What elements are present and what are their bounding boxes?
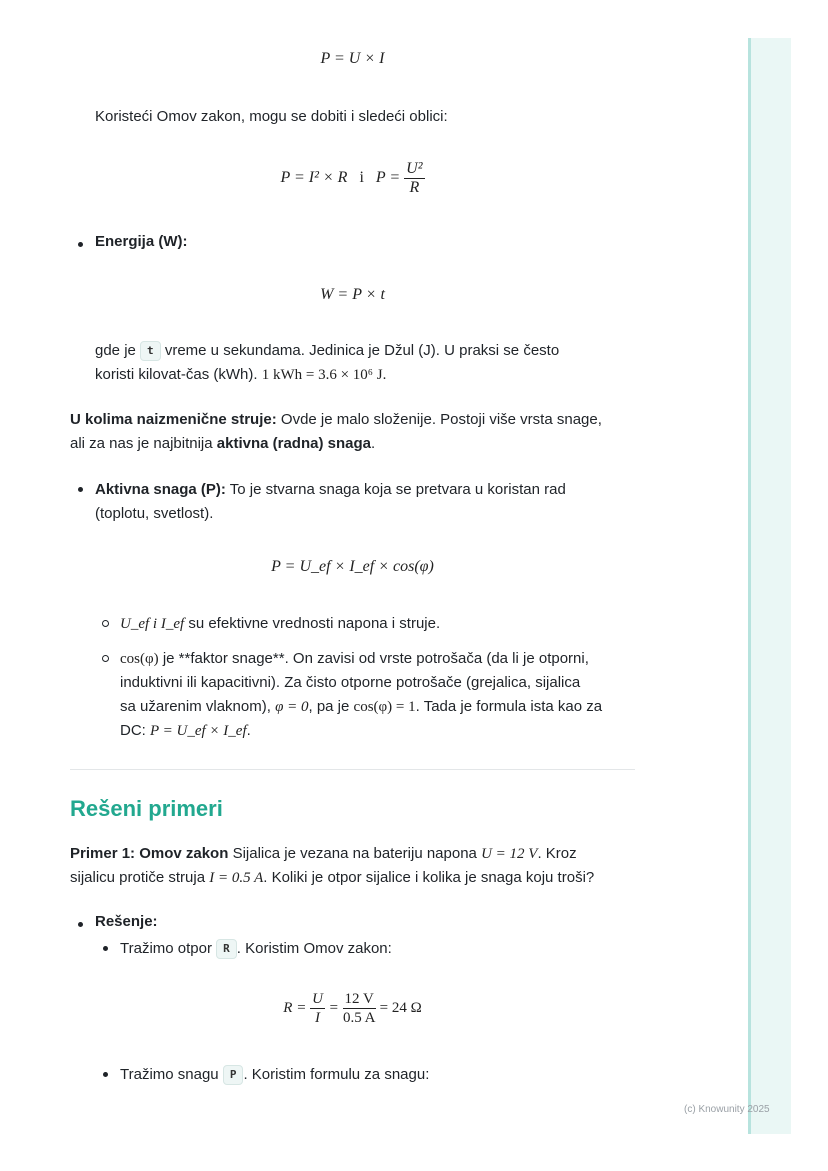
- kwh-conversion: 1 kWh = 3.6 × 10⁶ J.: [261, 367, 387, 383]
- fraction-numerator: U²: [406, 160, 423, 177]
- formula-u2r-prefix: P =: [375, 169, 401, 187]
- fraction-numerator: 12 V: [344, 991, 374, 1007]
- sub-bullet-text: DC:: [120, 722, 146, 739]
- fraction-numerator: U: [312, 991, 323, 1007]
- ac-bold: U kolima naizmenične struje:: [70, 411, 277, 428]
- ac-bold-active: aktivna (radna) snaga: [216, 435, 371, 452]
- ac-text: .: [370, 435, 376, 452]
- energy-description: [95, 339, 635, 387]
- code-t: t: [140, 341, 161, 361]
- step-text: Tražimo otpor: [120, 940, 212, 957]
- resistance-result: = 24 Ω: [379, 999, 422, 1016]
- code-p: P: [223, 1065, 244, 1085]
- step-text: . Koristim Omov zakon:: [236, 940, 392, 957]
- ac-text: Ovde je malo složenije. Postoji više vrsta snage,: [280, 411, 602, 428]
- example-text: sijalicu protiče struja: [70, 869, 206, 886]
- example-text: . Kroz: [537, 845, 577, 862]
- energy-desc-part: koristi kilovat-čas (kWh).: [95, 366, 258, 383]
- equals-sign: =: [328, 999, 339, 1016]
- step-text: . Koristim formulu za snagu:: [243, 1066, 430, 1083]
- formula-i2r: P = I² × R: [280, 169, 348, 187]
- step-power: [120, 1063, 429, 1087]
- example-1-text: [70, 842, 635, 890]
- fraction-u2-over-r: [404, 160, 424, 197]
- effective-values-math: U_ef i I_ef: [120, 616, 185, 632]
- code-r: R: [216, 939, 237, 959]
- resistance-prefix: R =: [283, 999, 307, 1016]
- formula-resistance: [70, 990, 635, 1027]
- sub-bullet-text: su efektivne vrednosti napona i struje.: [188, 615, 441, 632]
- energy-desc-part: gde je: [95, 342, 136, 359]
- formula-active-power: P = U_ef × I_ef × cos(φ): [271, 558, 434, 575]
- ac-paragraph: [70, 408, 635, 456]
- phi-zero-math: φ = 0: [275, 699, 309, 715]
- active-power-bullet: [95, 478, 635, 526]
- sub-bullet-text: induktivni ili kapacitivni). Za čisto otporne potrošače (grejalica, sijalica: [120, 674, 581, 691]
- fraction-values: [343, 990, 376, 1027]
- example-text: . Koliki je otpor sijalice i kolika je snaga koju troši?: [263, 869, 595, 886]
- sub-bullet-text: . Tada je formula ista kao za: [415, 698, 603, 715]
- sub-bullet-effective: [120, 612, 635, 636]
- example-text: Sijalica je vezana na bateriju napona: [232, 845, 477, 862]
- cos-phi-one-math: cos(φ) = 1: [353, 699, 416, 715]
- conjunction: i: [359, 169, 364, 187]
- sub-bullet-power-factor: cos(φ) je **faktor snage**. On zavisi od vrste potrošača (da li je otporni, induktivni ili kapacitivni). Za čisto otporne potrošače (grejalica, sijalica sa užarenim vlaknom), φ = 0, pa je cos(φ) = 1. Tada je formula ista kao za DC: P = U_ef × I_ef.: [120, 647, 640, 743]
- solution-bullet: Rešenje:: [95, 913, 158, 930]
- formula-energy: W = P × t: [320, 286, 385, 303]
- section-heading: Rešeni primeri: [70, 796, 223, 821]
- sub-bullet-text: je **faktor snage**. On zavisi od vrste potrošača (da li je otporni,: [162, 650, 589, 667]
- ohm-intro-text: Koristeći Omov zakon, mogu se dobiti i sledeći oblici:: [95, 108, 448, 125]
- section-divider: [70, 769, 635, 770]
- fraction-denominator: 0.5 A: [342, 1010, 376, 1026]
- active-text: (toplotu, svetlost).: [95, 505, 214, 522]
- fraction-u-over-i: [310, 990, 325, 1027]
- step-resistance: [120, 937, 392, 961]
- formula-power-basic: P = U × I: [320, 50, 385, 67]
- step-text: Tražimo snagu: [120, 1066, 219, 1083]
- ac-text: ali za nas je najbitnija: [70, 435, 213, 452]
- formula-power-variants: [70, 160, 635, 197]
- sub-bullet-text: sa užarenim vlaknom),: [120, 698, 271, 715]
- copyright-footer: (c) Knowunity 2025: [684, 1104, 770, 1115]
- example-1-title: Primer 1: Omov zakon: [70, 845, 229, 862]
- right-margin-panel: [748, 38, 791, 1134]
- fraction-denominator: I: [315, 1010, 320, 1026]
- current-math: I = 0.5 A: [209, 870, 264, 886]
- active-bold: Aktivna snaga (P):: [95, 481, 226, 498]
- sub-bullet-text: , pa je: [308, 698, 350, 715]
- energy-desc-part: vreme u sekundama. Jedinica je Džul (J). U praksi se često: [164, 342, 560, 359]
- fraction-denominator: R: [409, 179, 420, 196]
- dc-formula-math: P = U_ef × I_ef: [150, 723, 247, 739]
- energy-bullet: Energija (W):: [95, 233, 188, 250]
- active-text: To je stvarna snaga koja se pretvara u koristan rad: [229, 481, 566, 498]
- cos-phi-math: cos(φ): [120, 651, 159, 667]
- voltage-math: U = 12 V: [481, 846, 538, 862]
